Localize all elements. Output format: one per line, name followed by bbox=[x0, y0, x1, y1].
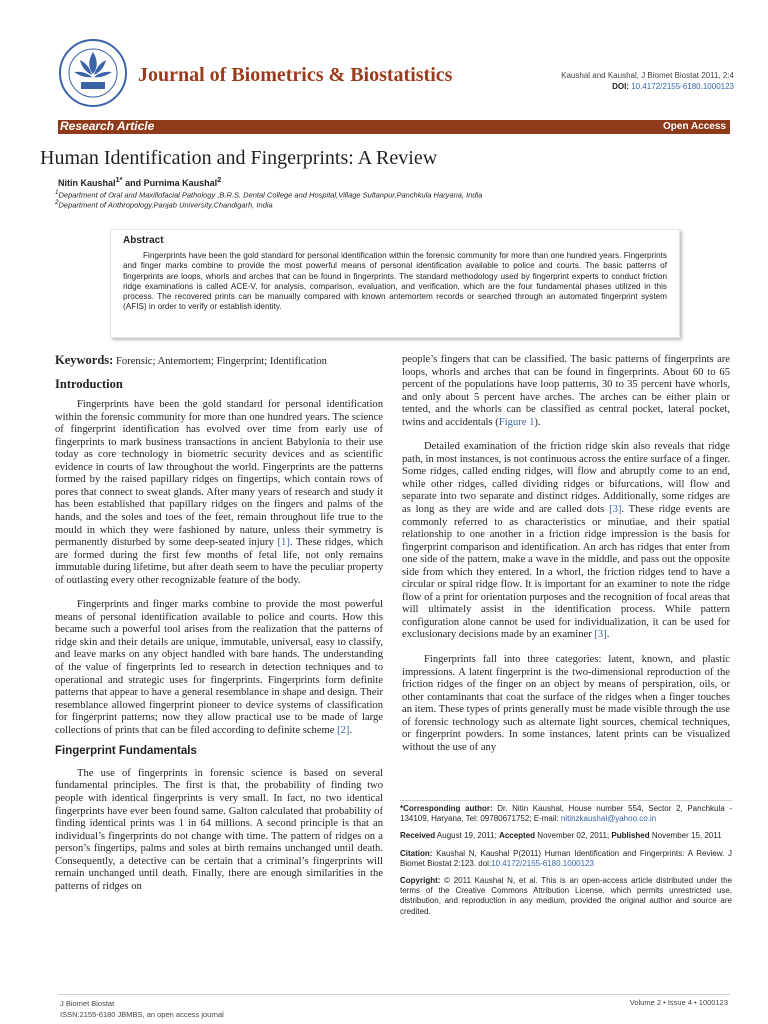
ref-link-3a[interactable]: [3] bbox=[609, 504, 622, 516]
affiliation-1 bbox=[55, 189, 482, 200]
footer-issn: ISSN:2155-6180 JBMBS, an open access journal bbox=[60, 1010, 224, 1019]
right-p1-text-b: ). bbox=[534, 416, 541, 428]
open-access-badge: Open Access bbox=[663, 121, 726, 132]
intro-paragraph-2 bbox=[55, 599, 383, 737]
introduction-heading: Introduction bbox=[55, 376, 123, 391]
keywords-label: Keywords: bbox=[55, 353, 114, 367]
published-date: November 15, 2011 bbox=[649, 831, 722, 841]
affiliation-1-sup: 1 bbox=[55, 189, 59, 196]
corresponding-label: *Corresponding author: bbox=[400, 804, 493, 813]
intro-paragraph-1 bbox=[55, 399, 383, 587]
right-paragraph-1 bbox=[402, 354, 730, 429]
keywords-text: Forensic; Antemortem; Fingerprint; Identification bbox=[113, 356, 327, 367]
abstract-text: Fingerprints have been the gold standard for personal identification within the forensic community for more than one hundred years. Fingerprints and finger marks combine to provide the most powerful means of personal identification available to police and courts. The basic patterns of fingerprints are loops, whorls and arches that can be found in fingerprints. The standard methodology used by fingerprint experts to conduct friction ridge examinations is called ACE-V, for analysis, comparison, evaluation, and verification, which are the four fundamental phases utilized in this process. The recovered prints can be manually compared with known antemortem records or searched through an automated fingerprint system (AFIS) in order to verify or establish identity. bbox=[123, 251, 667, 312]
corresponding-footnote bbox=[400, 800, 732, 924]
affiliation-2-text: Department of Anthropology,Panjab University,Chandigarh, India bbox=[58, 200, 273, 210]
abstract-box bbox=[110, 229, 680, 338]
header-citation-text: Kaushal and Kaushal, J Biomet Biostat 2011, 2:4 bbox=[561, 71, 734, 80]
citation-label: Citation: bbox=[400, 848, 433, 858]
ref-link-2[interactable]: [2] bbox=[337, 724, 350, 736]
ref-link-3b[interactable]: [3] bbox=[594, 629, 607, 641]
footer-volume: Volume 2 • Issue 4 • 1000123 bbox=[629, 998, 728, 1007]
received-label: Received bbox=[400, 831, 436, 841]
author-1: Nitin Kaushal bbox=[58, 178, 116, 188]
journal-title: Journal of Biometrics & Biostatistics bbox=[138, 64, 453, 86]
affiliation-1-text: Department of Oral and Maxillofacial Pathology ,B.R.S. Dental College and Hospital,Village Sultanpur,Panchkula Haryana, India bbox=[58, 190, 483, 200]
right-paragraph-2 bbox=[402, 441, 730, 642]
right-paragraph-3: Fingerprints fall into three categories: latent, known, and plastic impressions. A latent fingerprint is the two-dimensional reproduction of the friction ridges of the finger on an object by means of perspiration, oils, or other contaminants that coat the surface of the ridges when a finger touches an item. These types of prints generally must be made visible through the use of forensic technology such as alternate light sources, chemical techniques, or fingerprint powders. In some instances, latent prints can be visualized without the use of any bbox=[402, 654, 730, 753]
authors bbox=[58, 175, 221, 188]
journal-logo-icon bbox=[58, 38, 128, 108]
affiliation-2-sup: 2 bbox=[55, 199, 59, 206]
header-citation bbox=[561, 70, 734, 92]
accepted-date: November 02, 2011; bbox=[535, 831, 612, 841]
doi-label: DOI: bbox=[612, 82, 629, 91]
citation-doi-link[interactable]: 10.4172/2155-6180.1000123 bbox=[491, 858, 594, 868]
intro-p2-text-a: Fingerprints and finger marks combine to provide the most powerful means of personal identification available to police and courts. How this became such a powerful tool arises from the realization that the patterns of ridge skin and their details are unique, immutable, universal, easy to classify, and leave marks on any object handled with bare hands. The understanding of the value of fingerprints led to research in detection techniques and to operational and strategic uses for fingerprints. Fingerprints form definite patterns that appear to have a general resemblance in shape and design. Their resemblance allowed fingerprint pioneer to device systems of classification for fingerprint patterns; now they allow practical use to be made of large collections of prints that can be filed according to definite scheme bbox=[55, 599, 383, 736]
published-label: Published bbox=[611, 831, 650, 841]
intro-p1-text-a: Fingerprints have been the gold standard for personal identification within the forensic community for more than one hundred years. The science of fingerprint identification has evolved over time from early use of fingerprints to mark business transactions in ancient Babylonia to their use today as core technology in biometric security devices and as scientific evidence in courts of law throughout the world. Fingerprints are the patterns formed by the raised papillary ridges on fingertips, which contain rows of pores that connect to sweat glands. After many years of research and study it has been established that papillary ridges on the fingers and palms of the hands, and the soles and toes of the feet, remain throughout life true to the mould in which they were fashioned by nature, unless their symmetry is permanently disturbed by some deep-seated injury bbox=[55, 399, 383, 549]
right-p2-text-b: . These ridge events are commonly referred to as characteristics or minutiae, and their spatial relationship to one another in a friction ridge impression is the basis for fingerprint comparison and identification. An arch has ridges that enter from one side of the pattern, make a wave in the middle, and pass out the opposite side from which they entered. In a whorl, the friction ridges tend to have a circular or spiral ridge flow. It is important for an examiner to note the ridge flow of a print for orientation purposes and the recognition of focal areas that will ultimately assist in the identification process. While pattern configuration alone cannot be used for individualization, it can be used for exclusionary decisions made by an examiner bbox=[402, 504, 730, 641]
copyright-text: © 2011 Kaushal N, et al. This is an open-access article distributed under the terms of the Creative Commons Attribution License, which permits unrestricted use, distribution, and reproduction in any medium, provided the original author and source are credited. bbox=[400, 876, 732, 916]
keywords bbox=[55, 354, 383, 369]
right-p2-text-c: . bbox=[606, 629, 610, 641]
citation-text: Kaushal N, Kaushal P(2011) Human Identification and Fingerprints: A Review. J Biomet Biostat 2:123. doi: bbox=[400, 848, 732, 868]
affiliation-2 bbox=[55, 199, 273, 210]
accepted-label: Accepted bbox=[499, 831, 536, 841]
right-p1-text-a: people’s fingers that can be classified. The basic patterns of fingerprints are loops, whorls and arches that can be found in fingerprints. About 60 to 65 percent of the populations have loop patterns, 30 to 35 percent have whorls, and only about 5 percent have arches. The arches can be either plain or tented, and the whorls can be classified as central pocket, lateral pocket, twins and accidentals ( bbox=[402, 354, 730, 428]
author-1-sup: 1* bbox=[115, 175, 123, 184]
doi-link[interactable]: 10.4172/2155-6180.1000123 bbox=[631, 82, 734, 91]
dates bbox=[400, 831, 732, 841]
intro-p2-text-b: . bbox=[349, 724, 353, 736]
paper-title: Human Identification and Fingerprints: A Review bbox=[40, 147, 438, 169]
corresponding-text: Dr. Nitin Kaushal, House number 554, Sector 2, Panchkula - 134109, Haryana, Tel: 09780671752; E-mail: bbox=[400, 804, 732, 824]
article-type-label: Research Article bbox=[60, 119, 155, 133]
fundamentals-paragraph-1: The use of fingerprints in forensic science is based on several fundamental principles. The first is that, the probability of finding two people with identical fingerprints is very small. In fact, no two identical fingerprints have ever been found same. Galton calculated that probability of finding identical prints was 1 in 64 millions. A second principle is that an individual’s fingerprints do not change with time. The pattern of ridges on a person’s fingertips, palms and soles at birth remains unchanged until death. Consequently, a detective can be certain that a criminal’s fingerprints will remain unchanged until death. Finally, there are enough similarities in the patterns of ridges on bbox=[55, 767, 383, 892]
right-p2-text-a: Detailed examination of the friction ridge skin also reveals that ridge path, in most instances, is not continuous across the entire surface of a finger. Some ridges, called ending ridges, will flow and abruptly come to an end, while other ridges, called dividing ridges or bifurcations, will flow and separate into two separate and distinct ridges. Additionally, some ridges are as long as they are wide and are called dots bbox=[402, 441, 730, 516]
footer-journal-name: J Biomet Biostat bbox=[60, 999, 115, 1008]
copyright-label: Copyright: bbox=[400, 876, 441, 886]
abstract-heading: Abstract bbox=[123, 235, 164, 246]
figure-1-link[interactable]: Figure 1 bbox=[498, 416, 535, 428]
email-link[interactable]: nitinzkaushal@yahoo.co.in bbox=[560, 814, 657, 824]
citation bbox=[400, 849, 732, 869]
article-type-bar bbox=[58, 120, 730, 134]
left-column bbox=[55, 354, 383, 893]
right-column bbox=[402, 354, 730, 754]
fundamentals-heading: Fingerprint Fundamentals bbox=[55, 745, 197, 758]
author-2: and Purnima Kaushal bbox=[122, 178, 218, 188]
footer-journal-info bbox=[60, 998, 224, 1020]
footer-divider bbox=[58, 994, 730, 995]
ref-link-1[interactable]: [1] bbox=[277, 537, 290, 549]
intro-p1-text-b: . These ridges, which are formed during the first few months of fetal life, not only remains immutable during lifetime, but after death seem to have the peculiar property of outlasting every other recognizable feature of the body. bbox=[55, 537, 383, 586]
copyright bbox=[400, 876, 732, 917]
received-date: August 19, 2011; bbox=[435, 831, 500, 841]
author-2-sup: 2 bbox=[217, 175, 222, 184]
corresponding-author bbox=[400, 804, 732, 824]
